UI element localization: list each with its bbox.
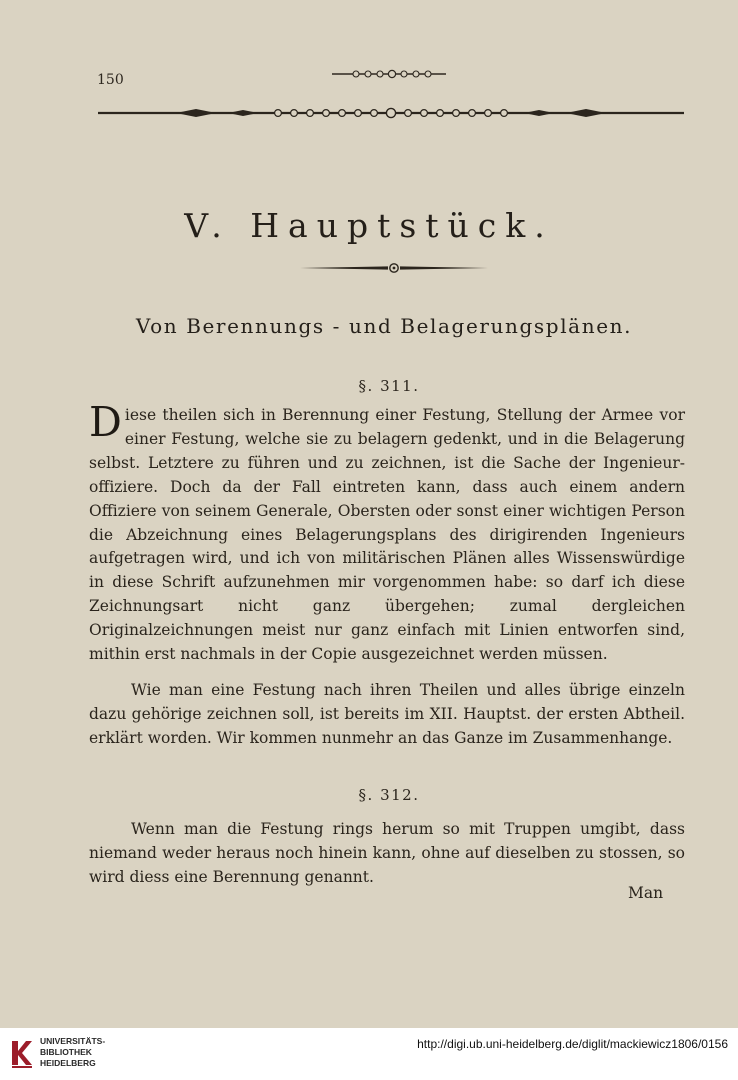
drop-cap: D <box>89 398 122 446</box>
library-logo-icon <box>8 1035 36 1071</box>
chapter-title: V. Hauptstück. <box>184 206 554 245</box>
chapter-subtitle: Von Berennungs - und Belagerungsplänen. <box>135 314 633 338</box>
section-heading-311: §. 311. <box>358 377 420 395</box>
footer-bar <box>0 1028 738 1080</box>
paragraph-1 <box>89 398 685 667</box>
section-heading-312: §. 312. <box>358 786 420 804</box>
title-ornament <box>298 262 490 274</box>
running-head-ornament <box>330 68 448 80</box>
ornamental-rule <box>98 107 684 119</box>
library-name-line-2: BIBLIOTHEK <box>40 1047 92 1057</box>
library-name <box>40 1036 105 1069</box>
paragraph-1-text: iese theilen sich in Berennung einer Festung, Stellung der Armee vor einer Festung, welche sie zu belagern gedenkt, und in die Belagerung selbst. Letztere zu führen und zu zeichnen, ist die Sache der Ingenieur-offiziere. Doch da der Fall eintreten kann, dass auch einem andern Offiziere von seinem Generale, Obersten oder sonst einer wichtigen Person die Abzeichnung eines Belagerungsplans des dirigirenden Ingenieurs aufgetragen wird, und ich von militärischen Plänen alles Wissenswürdige in diese Schrift aufzunehmen mir vorgenommen habe: so darf ich diese Zeichnungsart nicht ganz übergehen; zumal dergleichen Originalzeichnungen meist nur ganz einfach mit Linien entworfen sind, mithin erst nachmals in der Copie ausgezeichnet werden müssen. <box>89 406 685 664</box>
catchword: Man <box>628 884 664 902</box>
source-url-link[interactable]: http://digi.ub.uni-heidelberg.de/diglit/mackiewicz1806/0156 <box>417 1037 728 1051</box>
library-name-line-3: HEIDELBERG <box>40 1058 96 1068</box>
page-number: 150 <box>97 72 124 88</box>
paragraph-2: Wie man eine Festung nach ihren Theilen und alles übrige einzeln dazu gehörige zeichnen soll, ist bereits im XII. Hauptst. der ersten Abtheil. erklärt worden. Wir kommen nunmehr an das Ganze im Zusammenhange. <box>89 681 685 747</box>
paragraph-3: Wenn man die Festung rings herum so mit Truppen umgibt, dass niemand weder heraus noch hinein kann, ohne auf dieselben zu stossen, so wird diess eine Berennung genannt. <box>89 820 685 886</box>
library-name-line-1: UNIVERSITÄTS- <box>40 1036 106 1046</box>
